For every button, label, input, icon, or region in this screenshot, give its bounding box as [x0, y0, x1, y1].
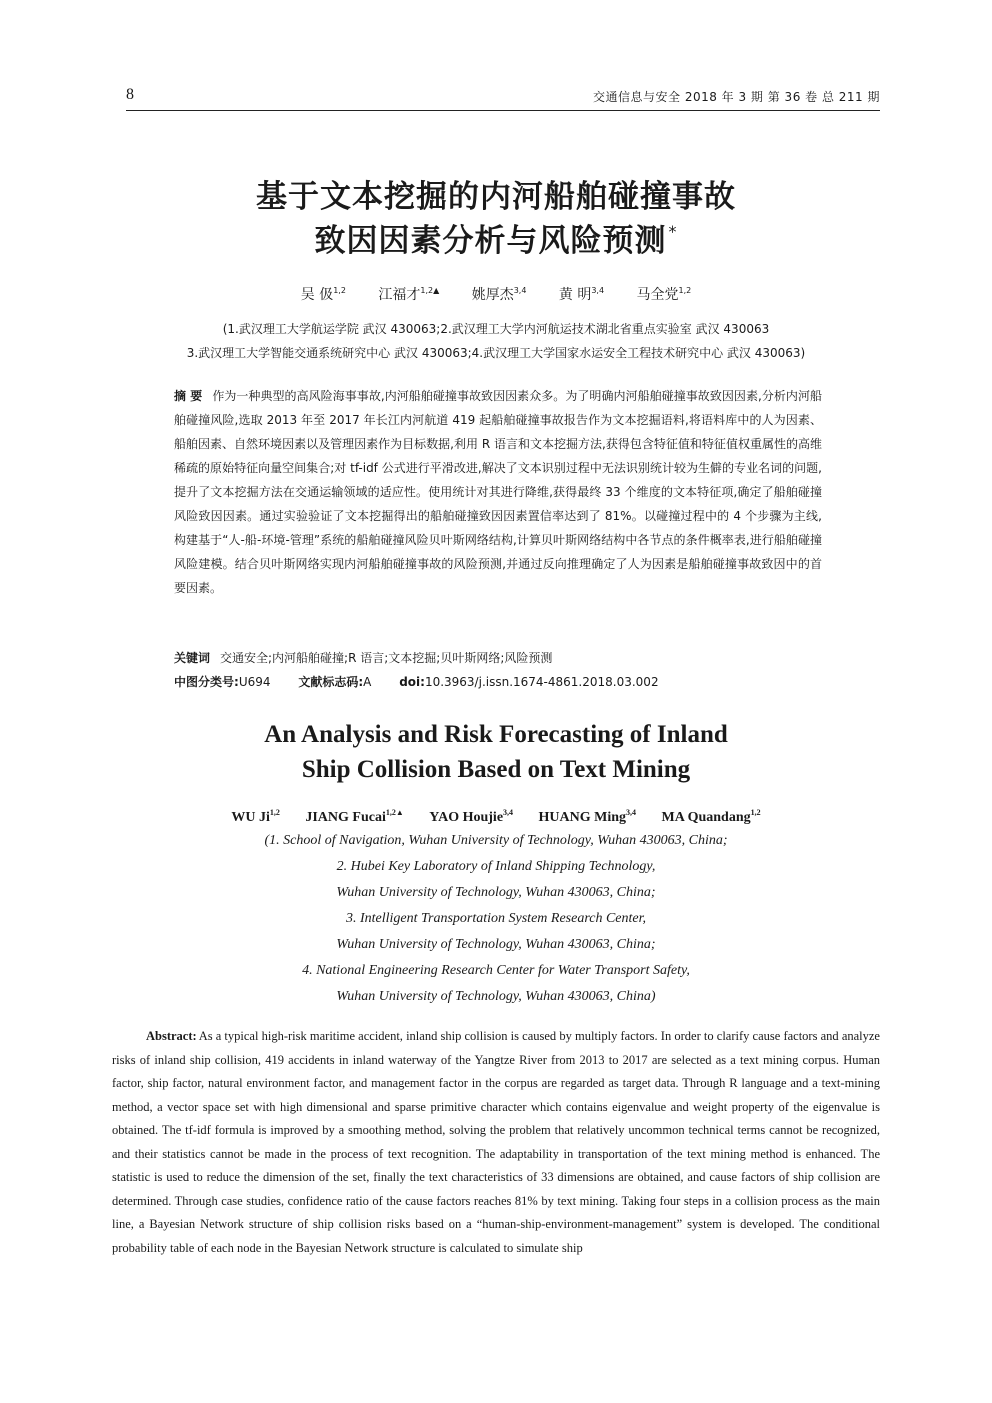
author-cn: 江福才$^{1,2▲}$ [378, 286, 440, 303]
affiliation-en-line: (1. School of Navigation, Wuhan University of Technology, Wuhan 430063, China; [264, 833, 728, 848]
page-number: 8 [126, 86, 134, 103]
title-cn-line1: 基于文本挖掘的内河船舶碰撞事故 [256, 179, 736, 215]
clc-label: 中图分类号: [174, 675, 239, 689]
abstract-cn-label: 摘 要 [174, 389, 203, 403]
keywords-cn [174, 646, 822, 670]
abstract-en-label: Abstract: [146, 1029, 197, 1043]
affiliation-cn-line1: (1.武汉理工大学航运学院 武汉 430063;2.武汉理工大学内河航运技术湖北省重点实验室 武汉 430063 [222, 322, 770, 336]
header-rule [126, 110, 880, 111]
doc-code-label: 文献标志码: [298, 675, 364, 689]
author-en: WU Ji$^{1,2}$ [231, 808, 280, 825]
abstract-en [112, 1025, 880, 1260]
doi-value: 10.3963/j.issn.1674-4861.2018.03.002 [424, 675, 659, 689]
keywords-cn-label: 关键词 [174, 651, 211, 665]
classification-line [174, 670, 822, 694]
title-en-line1: An Analysis and Risk Forecasting of Inland [264, 721, 728, 748]
affiliation-en-line: 3. Intelligent Transportation System Research Center, [345, 911, 647, 926]
author-en: HUANG Ming$^{3,4}$ [538, 808, 637, 825]
doc-code-value: A [363, 675, 372, 689]
title-en-line2: Ship Collision Based on Text Mining [301, 756, 691, 783]
affiliation-en-line: 2. Hubei Key Laboratory of Inland Shipping Technology, [336, 859, 656, 874]
title-cn-line2-text: 致因因素分析与风险预测 [314, 223, 667, 259]
authors-en [0, 808, 992, 826]
title-cn-line2 [0, 215, 992, 260]
author-cn: 黄 明$^{3,4}$ [558, 286, 605, 303]
affiliation-en-line: Wuhan University of Technology, Wuhan 430063, China; [336, 937, 656, 952]
author-en: MA Quandang$^{1,2}$ [661, 808, 761, 825]
page-header [126, 84, 880, 108]
affiliation-en-line: 4. National Engineering Research Center for Water Transport Safety, [302, 963, 690, 978]
author-cn: 姚厚杰$^{3,4}$ [471, 286, 527, 303]
authors-cn [0, 284, 992, 304]
author-en: YAO Houjie$^{3,4}$ [429, 808, 514, 825]
author-cn: 马全党$^{1,2}$ [636, 286, 692, 303]
funding-marker: * [668, 222, 678, 241]
abstract-cn-text: 作为一种典型的高风险海事事故,内河船舶碰撞事故致因因素众多。为了明确内河船舶碰撞事故致因因素,分析内河船舶碰撞风险,选取 2013 年至 2017 年长江内河航道 419 起船舶碰撞事故报告作为文本挖掘语料,将语料库中的人为因素、船舶因素、自然环境因素以及管理因素作为目标数据,利用 R 语言和文本挖掘方法,获得包含特征值和特征值权重属性的高维稀疏的原始特征向量空间集合;对 tf-idf 公式进行平滑改进,解决了文本识别过程中无法识别统计较为生僻的专业名词的问题,提升了文本挖掘方法在交通运输领域的适应性。使用统计对其进行降维,获得最终 33 个维度的文本特征项,确定了船舶碰撞风险致因因素。通过实验验证了文本挖掘得出的船舶碰撞致因因素置信率达到了 81%。以碰撞过程中的 4 个步骤为主线,构建基于“人-船-环境-管理”系统的船舶碰撞风险贝叶斯网络结构,计算贝叶斯网络结构中各节点的条件概率表,进行船舶碰撞风险建模。结合贝叶斯网络实现内河船舶碰撞事故的风险预测,并通过反向推理确定了人为因素是船舶碰撞事故致因中的首要因素。 [174, 389, 822, 595]
abstract-cn [174, 384, 822, 600]
journal-info: 交通信息与安全 2018 年 3 期 第 36 卷 总 211 期 [593, 90, 880, 104]
doi-label: doi: [399, 675, 425, 689]
affiliation-en-line: Wuhan University of Technology, Wuhan 430063, China) [336, 989, 656, 1004]
author-cn: 吴 伋$^{1,2}$ [300, 286, 346, 303]
clc-value: U694 [238, 675, 271, 689]
author-en: JIANG Fucai$^{1,2▲}$ [305, 808, 404, 825]
affiliation-cn-line2: 3.武汉理工大学智能交通系统研究中心 武汉 430063;4.武汉理工大学国家水运安全工程技术研究中心 武汉 430063) [186, 346, 806, 360]
abstract-en-text: As a typical high-risk maritime accident, inland ship collision is caused by multiply factors. In order to clarify cause factors and analyze risks of inland ship collision, 419 accidents in inland waterway of the Yangtze River from 2013 to 2017 are selected as a text mining corpus. Human factor, ship factor, natural environment factor, and management factor in the corpus are regarded as target data. Through R language and a text-mining method, a vector space set with high dimensional and sparse primitive character which contains eigenvalue and weight property of the eigenvalue is obtained. The tf-idf formula is improved by a smoothing method, solving the problem that relatively uncommon technical terms cannot be recognized, and their statistics cannot be made in the process of text recognition. The adaptability in transportation of the text mining method is enhanced. The statistic is used to reduce the dimension of the set, finally the text characteristics of 33 dimensions are obtained, and cause factors of ship collision are determined. Through case studies, confidence ratio of the cause factors reaches 81% by text mining. Taking four steps in a collision process as the main line, a Bayesian Network structure of ship collision risks based on a “human-ship-environment-management” system is developed. The conditional probability table of each node in the Bayesian Network structure is calculated to simulate ship [112, 1029, 880, 1255]
keywords-cn-text: 交通安全;内河船舶碰撞;R 语言;文本挖掘;贝叶斯网络;风险预测 [220, 651, 553, 665]
affiliation-en-line: Wuhan University of Technology, Wuhan 430063, China; [336, 885, 656, 900]
